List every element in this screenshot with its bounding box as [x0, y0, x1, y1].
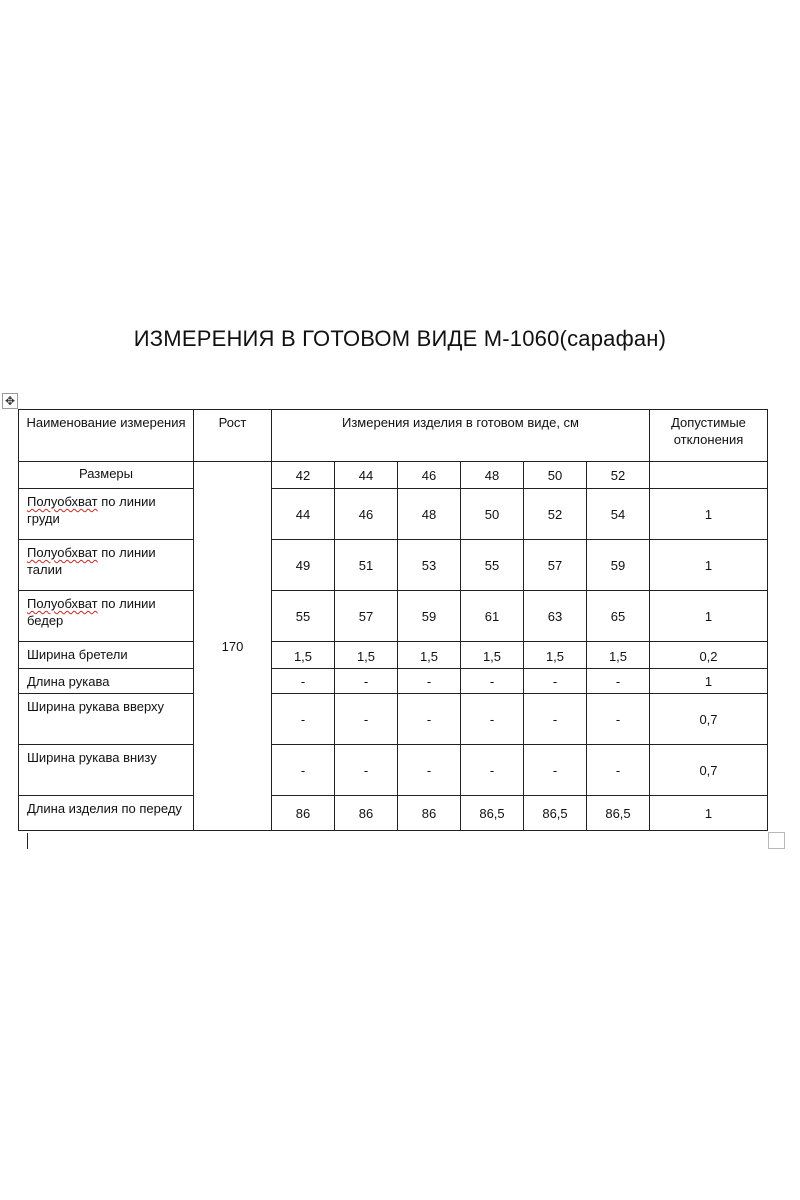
tolerance-cell: 1 — [650, 591, 768, 642]
spellcheck-word: Полуобхват — [27, 494, 98, 509]
measurement-name-cell: Ширина бретели — [19, 642, 194, 669]
spellcheck-word: Полуобхват — [27, 596, 98, 611]
value-cell: - — [461, 669, 524, 694]
value-cell: 53 — [398, 540, 461, 591]
size-cell: 46 — [398, 462, 461, 489]
size-cell: 44 — [335, 462, 398, 489]
value-cell: - — [272, 669, 335, 694]
value-cell: 86 — [272, 796, 335, 831]
tolerance-cell: 1 — [650, 669, 768, 694]
value-cell: 55 — [272, 591, 335, 642]
value-cell: 1,5 — [335, 642, 398, 669]
value-cell: 86,5 — [461, 796, 524, 831]
value-cell: 55 — [461, 540, 524, 591]
document-title: ИЗМЕРЕНИЯ В ГОТОВОМ ВИДЕ М-1060(сарафан) — [133, 326, 667, 351]
size-cell: 48 — [461, 462, 524, 489]
value-cell: 1,5 — [587, 642, 650, 669]
value-cell: 48 — [398, 489, 461, 540]
value-cell: 86,5 — [524, 796, 587, 831]
table-row — [19, 796, 768, 831]
value-cell: 1,5 — [461, 642, 524, 669]
table-resize-handle[interactable] — [768, 832, 785, 849]
measurement-name-cell: Длина изделия по переду — [19, 796, 194, 831]
value-cell: - — [587, 669, 650, 694]
value-cell: 50 — [461, 489, 524, 540]
value-cell: - — [335, 694, 398, 745]
table-row — [19, 745, 768, 796]
table-row — [19, 694, 768, 745]
value-cell: 49 — [272, 540, 335, 591]
value-cell: 44 — [272, 489, 335, 540]
value-cell: 1,5 — [398, 642, 461, 669]
measurement-name-cell: Полуобхват по линии бедер — [19, 591, 194, 642]
spellcheck-word: Полуобхват — [27, 545, 98, 560]
table-row — [19, 591, 768, 642]
value-cell: 46 — [335, 489, 398, 540]
tolerance-cell: 1 — [650, 796, 768, 831]
height-value-cell: 170 — [194, 462, 272, 831]
tolerance-cell: 0,2 — [650, 642, 768, 669]
tolerance-cell: 1 — [650, 489, 768, 540]
value-cell: - — [398, 694, 461, 745]
value-cell: 65 — [587, 591, 650, 642]
text-cursor — [27, 833, 28, 849]
value-cell: 86 — [398, 796, 461, 831]
value-cell: 52 — [524, 489, 587, 540]
table-row — [19, 489, 768, 540]
tolerance-cell: 1 — [650, 540, 768, 591]
value-cell: - — [587, 694, 650, 745]
value-cell: - — [461, 745, 524, 796]
value-cell: - — [398, 745, 461, 796]
value-cell: - — [272, 745, 335, 796]
size-cell: 52 — [587, 462, 650, 489]
header-tolerance-cell: Допустимые отклонения — [650, 410, 768, 462]
measurements-table — [18, 409, 768, 831]
tolerance-cell: 0,7 — [650, 694, 768, 745]
value-cell: - — [272, 694, 335, 745]
tolerance-cell: 0,7 — [650, 745, 768, 796]
header-row — [19, 410, 768, 462]
table-move-handle-icon[interactable]: ✥ — [2, 393, 18, 409]
value-cell: 61 — [461, 591, 524, 642]
value-cell: - — [335, 745, 398, 796]
measurement-name-cell: Длина рукава — [19, 669, 194, 694]
value-cell: 86 — [335, 796, 398, 831]
value-cell: - — [398, 669, 461, 694]
measurement-name-cell: Ширина рукава вверху — [19, 694, 194, 745]
value-cell: - — [524, 745, 587, 796]
size-tolerance-empty-cell — [650, 462, 768, 489]
value-cell: 63 — [524, 591, 587, 642]
value-cell: 51 — [335, 540, 398, 591]
table-row — [19, 642, 768, 669]
value-cell: 57 — [335, 591, 398, 642]
value-cell: 1,5 — [272, 642, 335, 669]
value-cell: 1,5 — [524, 642, 587, 669]
value-cell: 57 — [524, 540, 587, 591]
sizes-label-cell: Размеры — [19, 462, 194, 489]
value-cell: - — [335, 669, 398, 694]
value-cell: 86,5 — [587, 796, 650, 831]
measurement-name-cell: Ширина рукава внизу — [19, 745, 194, 796]
size-cell: 50 — [524, 462, 587, 489]
header-name-cell: Наименование измерения — [19, 410, 194, 462]
value-cell: 59 — [398, 591, 461, 642]
value-cell: 59 — [587, 540, 650, 591]
table-row — [19, 540, 768, 591]
value-cell: 54 — [587, 489, 650, 540]
value-cell: - — [587, 745, 650, 796]
value-cell: - — [524, 669, 587, 694]
measurement-name-cell: Полуобхват по линии талии — [19, 540, 194, 591]
measurement-name-cell: Полуобхват по линии груди — [19, 489, 194, 540]
table-row — [19, 669, 768, 694]
header-measurements-cell: Измерения изделия в готовом виде, см — [272, 410, 650, 462]
size-cell: 42 — [272, 462, 335, 489]
value-cell: - — [461, 694, 524, 745]
sizes-row — [19, 462, 768, 489]
header-height-cell: Рост — [194, 410, 272, 462]
value-cell: - — [524, 694, 587, 745]
